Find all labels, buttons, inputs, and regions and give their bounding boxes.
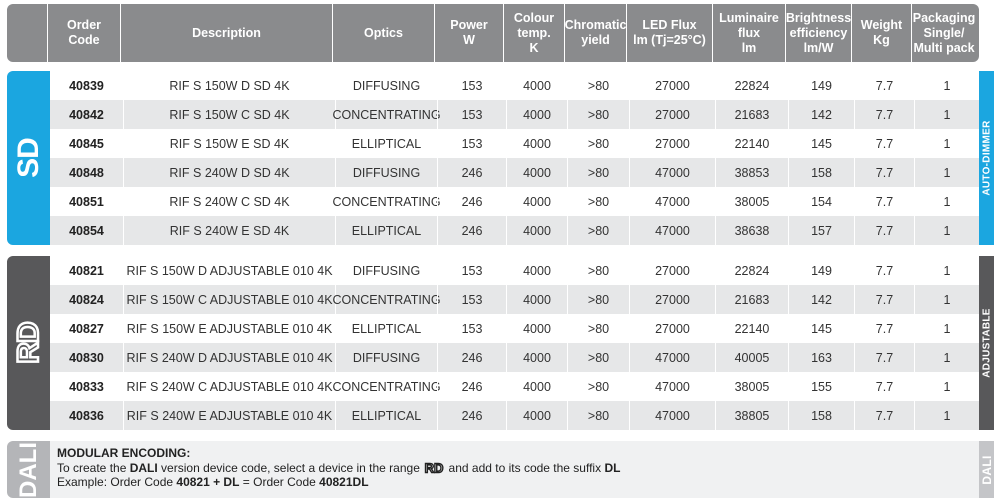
cell-eff: 142 [788,100,854,129]
cell-eff: 154 [788,187,854,216]
cell-optics: ELLIPTICAL [335,314,437,343]
cell-eff: 149 [788,256,854,285]
header-cri [564,4,626,62]
cell-cri: >80 [567,216,629,245]
cell-weight: 7.7 [854,158,914,187]
cell-lflux: 38638 [715,216,788,245]
cell-desc: RIF S 240W E SD 4K [123,216,335,245]
cell-optics: CONCENTRATING [335,285,437,314]
cell-code: 40821 [69,263,104,278]
cell-desc: RIF S 240W C SD 4K [123,187,335,216]
cell-temp: 4000 [506,343,567,372]
cell-weight: 7.7 [854,71,914,100]
cell-eff: 158 [788,401,854,430]
cell-code: 40848 [69,165,104,180]
sd-band-label: SD [11,138,45,178]
cell-lflux: 22140 [715,129,788,158]
cell-power: 246 [437,158,506,187]
cell-flux: 47000 [629,343,715,372]
cell-cri: >80 [567,71,629,100]
cell-flux: 47000 [629,401,715,430]
cell-cri: >80 [567,314,629,343]
cell-weight: 7.7 [854,216,914,245]
cell-power: 246 [437,216,506,245]
cell-weight: 7.7 [854,256,914,285]
cell-lflux: 22140 [715,314,788,343]
table-row [50,216,979,245]
cell-cri: >80 [567,401,629,430]
cell-weight: 7.7 [854,401,914,430]
cell-temp: 4000 [506,285,567,314]
cell-cri: >80 [567,285,629,314]
header-lflux-label: Luminaire flux lm [719,10,779,55]
rd-rows [50,256,979,430]
cell-desc: RIF S 240W D ADJUSTABLE 010 4K [123,343,335,372]
cell-flux: 27000 [629,285,715,314]
cell-temp: 4000 [506,216,567,245]
table-row [50,187,979,216]
sd-strip-label: AUTO-DIMMER [981,120,992,196]
cell-weight: 7.7 [854,129,914,158]
cell-cri: >80 [567,100,629,129]
rd-strip [979,256,994,430]
table-row [50,372,979,401]
cell-flux: 27000 [629,129,715,158]
cell-code: 40854 [69,223,104,238]
cell-desc: RIF S 150W E SD 4K [123,129,335,158]
rd-strip-label: ADJUSTABLE [981,308,992,378]
cell-lflux: 22824 [715,71,788,100]
cell-flux: 27000 [629,256,715,285]
cell-lflux: 22824 [715,256,788,285]
cell-pack: 1 [914,129,979,158]
table-row [50,71,979,100]
header-spacer [7,4,47,62]
header-weight-label: Weight Kg [860,18,903,47]
sd-strip [979,71,994,245]
cell-optics: CONCENTRATING [335,100,437,129]
table-row [50,401,979,430]
cell-code: 40833 [69,379,104,394]
cell-optics: DIFFUSING [335,158,437,187]
cell-cri: >80 [567,256,629,285]
cell-power: 246 [437,372,506,401]
cell-pack: 1 [914,372,979,401]
svg-text:RD: RD [424,461,444,474]
cell-eff: 149 [788,71,854,100]
note-emphasis: DL [604,460,621,475]
cell-lflux: 38853 [715,158,788,187]
table-header [7,4,979,62]
cell-optics: ELLIPTICAL [335,129,437,158]
rd-logo-icon [423,462,445,474]
table-row [50,158,979,187]
dali-strip-label: DALI [979,454,994,485]
cell-eff: 157 [788,216,854,245]
header-power [434,4,503,62]
cell-temp: 4000 [506,129,567,158]
cell-temp: 4000 [506,401,567,430]
table-row [50,285,979,314]
header-pack [911,4,976,62]
cell-power: 153 [437,100,506,129]
cell-desc: RIF S 150W C ADJUSTABLE 010 4K [123,285,335,314]
cell-lflux: 40005 [715,343,788,372]
cell-eff: 158 [788,158,854,187]
dali-band [7,441,50,498]
header-code-label: Order Code [66,18,102,47]
dali-strip [979,441,994,498]
header-temp-label: Colour temp. K [513,10,555,55]
cell-flux: 27000 [629,314,715,343]
cell-weight: 7.7 [854,372,914,401]
cell-desc: RIF S 150W C SD 4K [123,100,335,129]
note-title: MODULAR ENCODING: [57,446,191,460]
cell-flux: 27000 [629,71,715,100]
cell-flux: 27000 [629,100,715,129]
note-text: To create the [57,460,130,475]
cell-cri: >80 [567,372,629,401]
cell-optics: ELLIPTICAL [335,216,437,245]
note-emphasis: 40821 + DL [176,475,240,489]
cell-weight: 7.7 [854,314,914,343]
cell-cri: >80 [567,129,629,158]
cell-flux: 47000 [629,216,715,245]
dali-band-label: DALI [14,441,42,498]
cell-lflux: 21683 [715,100,788,129]
cell-optics: DIFFUSING [335,71,437,100]
cell-desc: RIF S 240W D SD 4K [123,158,335,187]
header-lflux [712,4,785,62]
cell-eff: 145 [788,129,854,158]
cell-lflux: 38005 [715,187,788,216]
cell-weight: 7.7 [854,100,914,129]
cell-code: 40845 [69,136,104,151]
header-eff-label: Brightness efficiency lm/W [785,10,852,55]
header-code [47,4,120,62]
cell-temp: 4000 [506,256,567,285]
cell-temp: 4000 [506,314,567,343]
rd-band-label: RD [11,322,45,364]
cell-lflux: 38805 [715,401,788,430]
note-text: version device code, select a device in the range [157,460,424,475]
cell-pack: 1 [914,100,979,129]
cell-power: 153 [437,285,506,314]
cell-pack: 1 [914,158,979,187]
note-line-1 [57,461,979,476]
modular-encoding-note [50,441,979,498]
table-row [50,314,979,343]
cell-desc: RIF S 240W E ADJUSTABLE 010 4K [123,401,335,430]
header-weight [851,4,911,62]
cell-power: 246 [437,401,506,430]
cell-pack: 1 [914,314,979,343]
cell-temp: 4000 [506,372,567,401]
cell-eff: 145 [788,314,854,343]
header-eff [785,4,851,62]
sd-band [7,71,50,245]
cell-power: 246 [437,343,506,372]
cell-pack: 1 [914,71,979,100]
header-desc [120,4,332,62]
note-emphasis: 40821DL [319,475,369,489]
header-cri-label: Chromatic yield [564,18,627,47]
header-optics [332,4,434,62]
cell-pack: 1 [914,216,979,245]
cell-temp: 4000 [506,71,567,100]
cell-eff: 155 [788,372,854,401]
cell-flux: 47000 [629,372,715,401]
cell-cri: >80 [567,187,629,216]
cell-code: 40836 [69,408,104,423]
cell-power: 246 [437,187,506,216]
cell-cri: >80 [567,158,629,187]
cell-optics: CONCENTRATING [335,187,437,216]
cell-temp: 4000 [506,187,567,216]
cell-temp: 4000 [506,158,567,187]
header-flux-label: LED Flux lm (Tj=25°C) [633,18,706,47]
table-row [50,100,979,129]
cell-pack: 1 [914,256,979,285]
cell-code: 40851 [69,194,104,209]
cell-optics: CONCENTRATING [335,372,437,401]
header-pack-label: Packaging Single/ Multi pack [912,10,976,55]
cell-weight: 7.7 [854,343,914,372]
cell-lflux: 38005 [715,372,788,401]
cell-code: 40824 [69,292,104,307]
cell-pack: 1 [914,187,979,216]
note-text: Example: Order Code [57,475,177,489]
note-text: and add to its code the suffix [445,460,605,475]
cell-desc: RIF S 150W E ADJUSTABLE 010 4K [123,314,335,343]
header-desc-label: Description [192,25,261,40]
cell-power: 153 [437,314,506,343]
cell-power: 153 [437,129,506,158]
cell-desc: RIF S 150W D ADJUSTABLE 010 4K [123,256,335,285]
cell-pack: 1 [914,401,979,430]
cell-pack: 1 [914,285,979,314]
header-power-label: Power W [450,18,488,47]
cell-code: 40842 [69,107,104,122]
note-text: = Order Code [239,475,320,489]
cell-flux: 47000 [629,187,715,216]
cell-power: 153 [437,256,506,285]
cell-code: 40830 [69,350,104,365]
cell-optics: DIFFUSING [335,256,437,285]
cell-cri: >80 [567,343,629,372]
cell-pack: 1 [914,343,979,372]
cell-optics: DIFFUSING [335,343,437,372]
cell-lflux: 21683 [715,285,788,314]
cell-desc: RIF S 150W D SD 4K [123,71,335,100]
cell-code: 40827 [69,321,104,336]
cell-eff: 163 [788,343,854,372]
cell-temp: 4000 [506,100,567,129]
cell-eff: 142 [788,285,854,314]
cell-weight: 7.7 [854,285,914,314]
header-flux [626,4,712,62]
cell-desc: RIF S 240W C ADJUSTABLE 010 4K [123,372,335,401]
cell-code: 40839 [69,78,104,93]
cell-flux: 47000 [629,158,715,187]
header-optics-label: Optics [364,25,403,40]
cell-weight: 7.7 [854,187,914,216]
cell-power: 153 [437,71,506,100]
table-row [50,129,979,158]
table-row [50,256,979,285]
note-emphasis: DALI [129,460,158,475]
note-line-2 [57,475,979,490]
cell-optics: ELLIPTICAL [335,401,437,430]
rd-band [7,256,50,430]
header-temp [503,4,564,62]
sd-rows [50,71,979,245]
table-row [50,343,979,372]
